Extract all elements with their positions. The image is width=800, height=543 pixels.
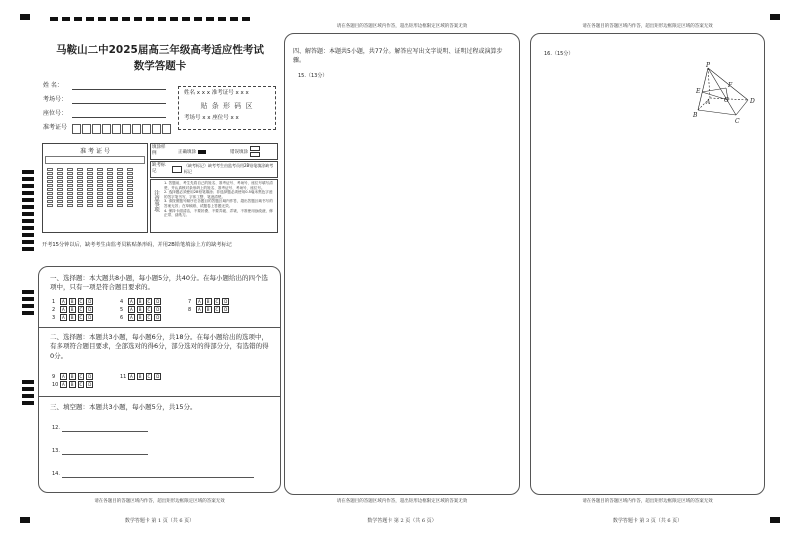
q10-number: 10 <box>52 381 59 388</box>
notes-list <box>164 181 276 218</box>
absent-checkbox[interactable] <box>172 166 182 173</box>
exam-room-field[interactable] <box>72 103 166 104</box>
correct-fill-sample <box>198 150 206 154</box>
q12-label: 12. <box>52 425 60 431</box>
barcode-line2: 贴 条 形 码 区 <box>200 102 254 110</box>
figure-label-p: P <box>706 62 711 69</box>
corner-mark-bottom-left <box>20 517 30 523</box>
exam-room-label: 考场号： <box>43 96 68 103</box>
seat-field[interactable] <box>72 117 166 118</box>
timing-marks-top <box>50 17 250 21</box>
q3-options[interactable]: 3 A B C D <box>52 314 92 321</box>
footer-page1: 数学答题卡 第 1 页（共 6 页） <box>124 518 195 524</box>
q9-number: 9 <box>52 373 56 380</box>
seat-label: 座位号： <box>43 110 68 117</box>
figure-label-f: F <box>728 82 733 89</box>
section4-title: 四、解答题：本题共5小题，共77分。解答应写出文字说明、证明过程或演算步骤。 <box>293 48 503 64</box>
corner-mark-top-left <box>20 14 30 20</box>
warning-page2-top: 请在各题目的答题区域内作答，超出矩形边框限定区域的答案无效 <box>336 24 468 29</box>
fill-example-wrong <box>230 146 260 157</box>
wrong-fill-samples <box>250 146 260 157</box>
figure-label-g: G <box>724 97 729 104</box>
absent-text: （缺考标记）缺考考生由监考员用2B铅笔填涂缺考标记 <box>184 163 274 174</box>
ticket-grid-bubbles[interactable] <box>47 168 133 207</box>
school-title: 马鞍山二中2025届高三年级高考适应性考试 <box>56 44 264 56</box>
q4-options[interactable]: 4 A B C D <box>120 298 160 305</box>
q6-options[interactable]: 6 A B C D <box>120 314 160 321</box>
warning-page2-bottom: 请在各题目的答题区域内作答，超出矩形边框限定区域的答案无效 <box>336 499 468 504</box>
warning-page1-bottom: 请在各题目的答题区域内作答，超出矩形边框限定区域的答案无效 <box>94 499 225 504</box>
ticket-grid-write-row[interactable] <box>45 156 145 164</box>
timing-marks-left-2 <box>22 290 34 315</box>
q13-answer-line[interactable] <box>62 454 148 455</box>
card-title: 数学答题卡 <box>133 60 187 72</box>
notes-item-4: 4. 保持卡面清洁，不要折叠、不要弄破、弄皱，不准使用涂改液、修正带、刮纸刀。 <box>164 208 273 218</box>
notes-label: 注意事项 <box>153 190 159 212</box>
notes-item-1: 1. 答题前，考生先将自己的姓名、准考证号、考场号、座位号填写清楚，并认真核对条形码上的姓名、准考证号、考场号、座位号。 <box>164 181 273 190</box>
figure-label-a: A <box>706 99 711 106</box>
q11-options[interactable]: 11 A B C D <box>120 373 160 380</box>
q2-options[interactable]: 2 A B C D <box>52 306 92 313</box>
name-label: 姓 名： <box>43 82 63 89</box>
figure-label-b: B <box>693 112 698 119</box>
corner-mark-top-right <box>770 14 780 20</box>
timing-marks-left-3 <box>22 380 34 405</box>
footer-page2: 数学答题卡 第 2 页（共 6 页） <box>367 518 437 524</box>
corner-mark-bottom-right <box>770 517 780 523</box>
barcode-line1: 姓名 x x x 准考证号 x x x <box>184 90 249 96</box>
fill-example-correct <box>178 149 206 155</box>
notes-item-2: 2. 选择题必须使用2B铅笔填涂；非选择题必须使用0.5毫米黑色字迹的签字笔书写，字体工整、笔迹清楚。 <box>164 190 273 199</box>
ticket-number-boxes[interactable] <box>72 124 171 134</box>
q5-options[interactable]: 5 A B C D <box>120 306 160 313</box>
q16-label: 16.（15分） <box>544 51 574 57</box>
figure-label-d: D <box>750 98 755 105</box>
correct-fill-label: 正确填涂 <box>178 150 196 155</box>
q8-options[interactable]: 8 A B C D <box>188 306 228 313</box>
footer-page3: 数学答题卡 第 3 页（共 6 页） <box>612 518 683 524</box>
notes-item-3: 3. 请按照题号顺序在各题目的答题区域内作答，超出答题区域书写的答案无效；在草稿纸、试题卷上答题无效。 <box>164 199 273 208</box>
q1-options[interactable]: 1 A B C D <box>52 298 92 305</box>
section3-title: 三、填空题：本题共3小题，每小题5分，共15分。 <box>50 403 197 411</box>
q7-options[interactable]: 7 A B C D <box>188 298 228 305</box>
pyramid-figure <box>690 60 760 130</box>
q9-options[interactable]: 9 A B C D <box>52 373 92 380</box>
wrong-fill-label: 错误填涂 <box>230 149 248 155</box>
section1-title: 一、选择题：本大题共8小题，每小题5分，共40分。在每小题给出的四个选项中，只有一项是符合题目要求的。 <box>50 274 269 292</box>
fill-example-label: 填涂样例 <box>152 145 166 156</box>
q14-answer-line[interactable] <box>62 477 254 478</box>
q13-label: 13. <box>52 448 60 454</box>
open-exam-note: 开考15分钟以后，缺考考生由监考员粘贴条形码，并用2B铅笔填涂上方的缺考标记 <box>42 242 232 248</box>
q15-label: 15.（13分） <box>298 73 328 79</box>
ticket-grid-title: 准 考 证 号 <box>80 148 110 155</box>
q12-answer-line[interactable] <box>62 431 148 432</box>
q14-label: 14. <box>52 471 60 477</box>
divider-1 <box>39 327 280 328</box>
figure-label-c: C <box>735 118 740 125</box>
barcode-line3: 考场号 x x 座位号 x x <box>184 115 239 121</box>
section2-title: 二、选择题：本题共3小题，每小题6分，共18分。在每小题给出的选项中，有多项符合题目要求，全部选对的得6分，部分选对的得部分分，有选错的得0分。 <box>50 333 269 360</box>
name-field[interactable] <box>72 89 166 90</box>
answer-panel-15[interactable] <box>284 33 520 495</box>
q11-number: 11 <box>120 373 127 380</box>
warning-page3-bottom: 请在各题目的答题区域内作答，超出矩形边框限定区域的答案无效 <box>582 499 713 504</box>
ticket-label: 准考证号 <box>43 124 68 131</box>
timing-marks-left-1 <box>22 170 34 251</box>
divider-2 <box>39 396 280 397</box>
warning-page3-top: 请在各题目的答题区域内作答，超出矩形边框限定区域的答案无效 <box>582 24 713 29</box>
q10-options[interactable]: 10 A B C D <box>52 381 92 388</box>
figure-label-e: E <box>696 88 701 95</box>
absent-label: 缺考标记 <box>152 163 166 174</box>
